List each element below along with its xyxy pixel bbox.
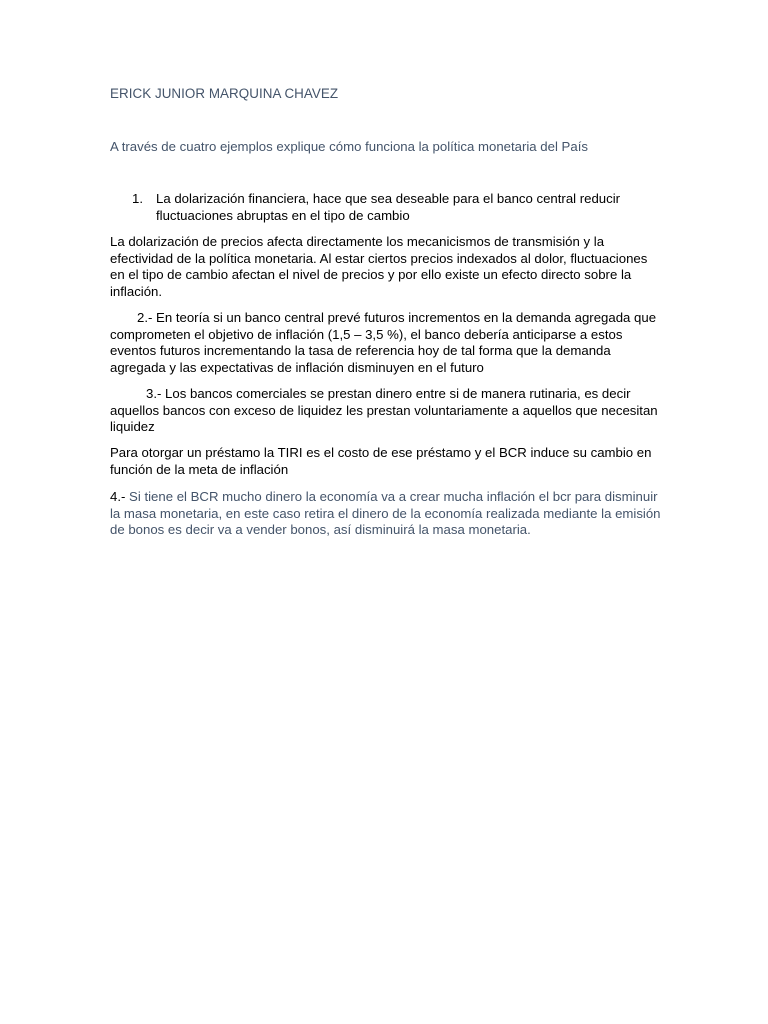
- author-name: ERICK JUNIOR MARQUINA CHAVEZ: [110, 86, 339, 101]
- paragraph-example-4: [110, 489, 665, 539]
- paragraph-example-4-lead: 4.-: [110, 489, 126, 504]
- paragraph-example-3: [110, 386, 665, 436]
- list-item-text: La dolarización financiera, hace que sea deseable para el banco central reducir fluctuaciones abruptas en el tipo de cambio: [156, 191, 621, 223]
- paragraph-loan-rate: Para otorgar un préstamo la TIRI es el costo de ese préstamo y el BCR induce su cambio en función de la meta de inflación: [110, 445, 652, 477]
- paragraph-example-2-text: 2.- En teoría si un banco central prevé futuros incrementos en la demanda agregada que comprometen el objetivo de inflación (1,5 – 3,5 %), el banco debería anticiparse a estos eventos futuros incrementando la tasa de referencia hoy de tal forma que la demanda agregada y las expectativas de inflación disminuyen en el futuro: [110, 310, 657, 375]
- paragraph-example-3-text: 3.- Los bancos comerciales se prestan dinero entre si de manera rutinaria, es decir aquellos bancos con exceso de liquidez les prestan voluntariamente a aquellos que necesitan liquidez: [110, 386, 658, 435]
- list-item-number: 1.: [132, 191, 143, 206]
- paragraph-example-4-text: Si tiene el BCR mucho dinero la economía va a crear mucha inflación el bcr para disminuir la masa monetaria, en este caso retira el dinero de la economía realizada mediante la emisión de bonos es decir va a vender bonos, así disminuirá la masa monetaria.: [110, 489, 661, 538]
- paragraph-price-dollarization: La dolarización de precios afecta directamente los mecanicismos de transmisión y la efectividad de la política monetaria. Al estar ciertos precios indexados al dolor, fluctuaciones en el tipo de cambio afectan el nivel de precios y por ello existe un efecto directo sobre la inflación.: [110, 234, 648, 299]
- paragraph-example-2: [110, 310, 665, 376]
- question-prompt: A través de cuatro ejemplos explique cómo funciona la política monetaria del País: [110, 139, 588, 154]
